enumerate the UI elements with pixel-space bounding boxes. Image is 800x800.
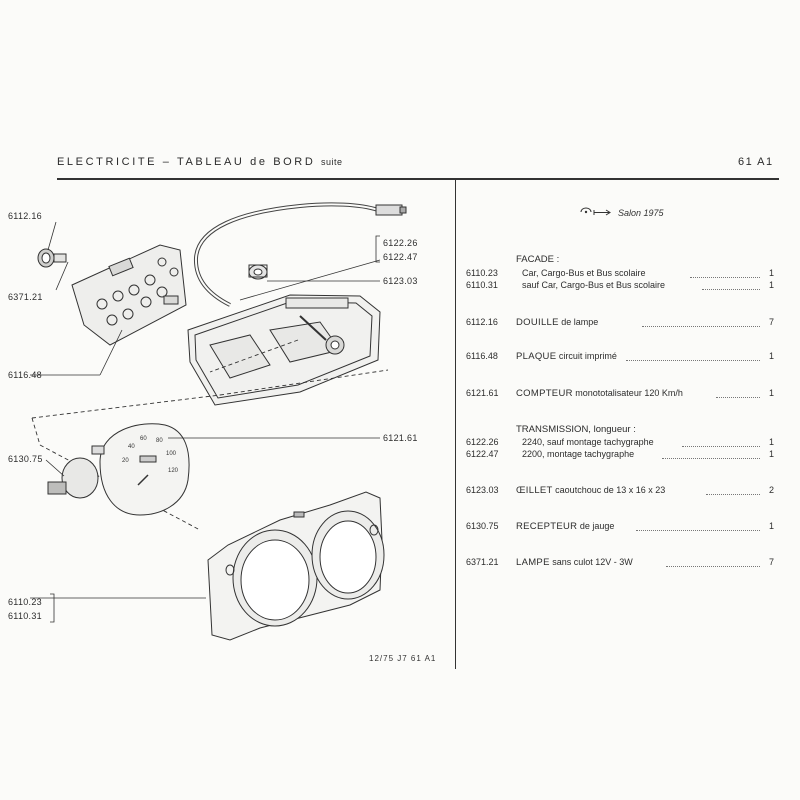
parts-row <box>466 449 774 461</box>
part-ref: 6116.48 <box>466 351 498 361</box>
parts-row <box>466 351 774 363</box>
svg-text:40: 40 <box>128 444 135 450</box>
legend-text: Salon 1975 <box>618 208 664 218</box>
footer-code: 12/75 J7 61 A1 <box>369 654 437 663</box>
callout-6130-75: 6130.75 <box>8 454 43 464</box>
part-name: RECEPTEUR <box>516 521 578 532</box>
exploded-view-drawing <box>0 0 456 670</box>
part-ref: 6123.03 <box>466 485 499 495</box>
callout-6123-03: 6123.03 <box>383 276 418 286</box>
svg-text:120: 120 <box>168 468 179 474</box>
part-desc <box>516 485 665 496</box>
part-desc: sauf Car, Cargo-Bus et Bus scolaire <box>522 280 666 290</box>
part-ref: 6110.31 <box>466 280 498 290</box>
leader-dots <box>716 396 760 398</box>
callout-6112-16: 6112.16 <box>8 211 42 221</box>
part-name: COMPTEUR <box>516 388 573 399</box>
section-heading: FACADE : <box>516 254 560 265</box>
lamp-socket <box>38 249 66 267</box>
part-qty: 7 <box>768 557 774 567</box>
model-year-arrow-icon <box>580 207 614 219</box>
callout-6122-26: 6122.26 <box>383 238 418 248</box>
parts-row <box>466 388 774 400</box>
part-detail: caoutchouc de 13 x 16 x 23 <box>555 485 666 495</box>
parts-row <box>466 437 774 449</box>
legend <box>580 207 664 219</box>
leader-dots <box>682 445 760 447</box>
parts-row <box>466 557 774 569</box>
part-ref: 6122.47 <box>466 449 499 459</box>
part-qty: 1 <box>768 268 774 278</box>
parts-row <box>466 485 774 497</box>
cable-connector <box>376 205 402 215</box>
part-qty: 1 <box>768 449 774 459</box>
part-detail: sans culot 12V - 3W <box>552 557 633 567</box>
leader-dots <box>662 457 760 459</box>
fuel-gauge-receiver <box>48 446 104 498</box>
part-qty: 1 <box>768 437 774 447</box>
svg-text:100: 100 <box>166 451 177 457</box>
callout-6122-47: 6122.47 <box>383 252 418 262</box>
part-ref: 6112.16 <box>466 317 498 327</box>
parts-row <box>466 317 774 329</box>
callout-6110-23: 6110.23 <box>8 597 42 607</box>
part-ref: 6130.75 <box>466 521 499 531</box>
callout-6371-21: 6371.21 <box>8 292 43 302</box>
part-detail: monototalisateur 120 Km/h <box>575 388 683 398</box>
page-code: 61 A1 <box>738 156 774 168</box>
page-title-text: ELECTRICITE – TABLEAU de BORD <box>57 156 316 168</box>
parts-row <box>466 521 774 533</box>
part-ref: 6371.21 <box>466 557 499 567</box>
part-desc <box>516 521 614 532</box>
section-heading: TRANSMISSION, longueur : <box>516 424 636 435</box>
part-qty: 1 <box>768 280 774 290</box>
leader-dots <box>706 493 760 495</box>
part-desc <box>516 388 683 399</box>
leader-dots <box>702 288 760 290</box>
part-ref: 6122.26 <box>466 437 499 447</box>
facade-frame <box>208 492 384 640</box>
parts-row <box>466 280 774 292</box>
speedometer-cable <box>196 204 378 305</box>
callout-6116-48: 6116.48 <box>8 370 42 380</box>
part-name: DOUILLE <box>516 317 559 328</box>
callout-6110-31: 6110.31 <box>8 611 42 621</box>
part-desc <box>516 317 598 328</box>
part-desc: Car, Cargo-Bus et Bus scolaire <box>522 268 646 278</box>
part-qty: 7 <box>768 317 774 327</box>
part-name: LAMPE <box>516 557 550 568</box>
part-ref: 6121.61 <box>466 388 499 398</box>
part-qty: 1 <box>768 351 774 361</box>
svg-text:20: 20 <box>122 458 129 464</box>
leader-dots <box>690 276 760 278</box>
part-name: ŒILLET <box>516 485 553 496</box>
printed-circuit-plate <box>72 245 186 345</box>
svg-text:80: 80 <box>156 438 163 444</box>
svg-text:60: 60 <box>140 436 147 442</box>
part-ref: 6110.23 <box>466 268 498 278</box>
part-desc <box>516 557 633 568</box>
grommet <box>249 265 267 279</box>
part-desc: 2240, sauf montage tachygraphe <box>522 437 654 447</box>
leader-dots <box>626 359 760 361</box>
part-detail: de jauge <box>579 521 615 531</box>
leader-dots <box>666 565 760 567</box>
part-name: PLAQUE <box>516 351 557 362</box>
parts-row <box>466 268 774 280</box>
part-qty: 1 <box>768 388 774 398</box>
part-detail: de lampe <box>561 317 599 327</box>
leader-dots <box>636 529 760 531</box>
part-qty: 2 <box>768 485 774 495</box>
part-qty: 1 <box>768 521 774 531</box>
dashboard-housing <box>188 295 380 405</box>
page-title-suffix: suite <box>321 157 343 167</box>
speedometer-gauge <box>100 424 189 515</box>
leader-dots <box>642 325 760 327</box>
part-detail: circuit imprimé <box>558 351 617 361</box>
callout-6121-61: 6121.61 <box>383 433 418 443</box>
part-desc <box>516 351 617 362</box>
part-desc: 2200, montage tachygraphe <box>522 449 635 459</box>
